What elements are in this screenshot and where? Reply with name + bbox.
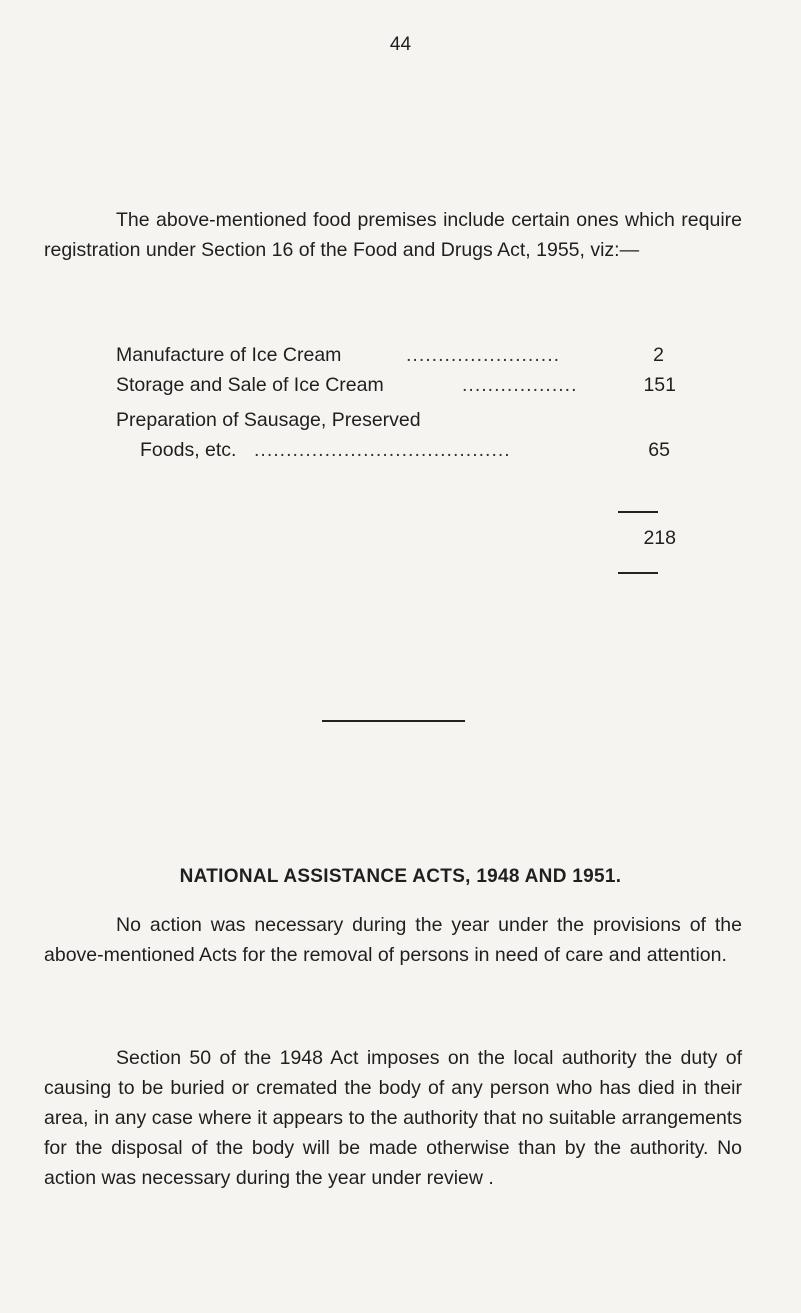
row-value: 151 [643,374,676,396]
section-heading: NATIONAL ASSISTANCE ACTS, 1948 AND 1951. [179,866,622,887]
row-label: Foods, etc. [140,439,237,461]
table-row [116,405,676,435]
intro-paragraph: The above-mentioned food premises include certain ones which require registration under Section 16 of the Food and Drugs Act, 1955, viz:— [44,209,742,261]
national-assistance-paragraph-2 [44,1043,742,1193]
row-label: Preparation of Sausage, Preserved [116,409,421,431]
row-leader-dots: ........................................ [254,439,511,461]
national-assistance-paragraph-1 [44,910,742,970]
paragraph: Section 50 of the 1948 Act imposes on the local authority the duty of causing to be buried or cremated the body of any person who has died in their area, in any case where it appears to the authority that no suitable arrangements for the disposal of the body will be made otherwise than by the authority. No action was necessary during the year under review . [44,1047,742,1189]
row-value: 65 [648,439,670,461]
section-divider [322,720,465,722]
row-label: Storage and Sale of Ice Cream [116,374,384,396]
row-value: 2 [653,344,664,366]
table-row [116,435,676,465]
row-leader-dots: .................. [462,374,578,396]
registration-table [116,340,676,465]
row-leader-dots: ........................ [406,344,561,366]
row-label: Manufacture of Ice Cream [116,344,342,366]
page-number: 44 [389,34,412,55]
table-row [116,340,676,370]
registration-total: 218 [643,527,676,549]
total-rule [618,572,658,574]
table-row [116,370,676,400]
subtotal-rule [618,511,658,513]
intro-section [44,205,742,265]
paragraph: No action was necessary during the year under the provisions of the above-mentioned Acts for the removal of persons in need of care and attention. [44,914,742,966]
